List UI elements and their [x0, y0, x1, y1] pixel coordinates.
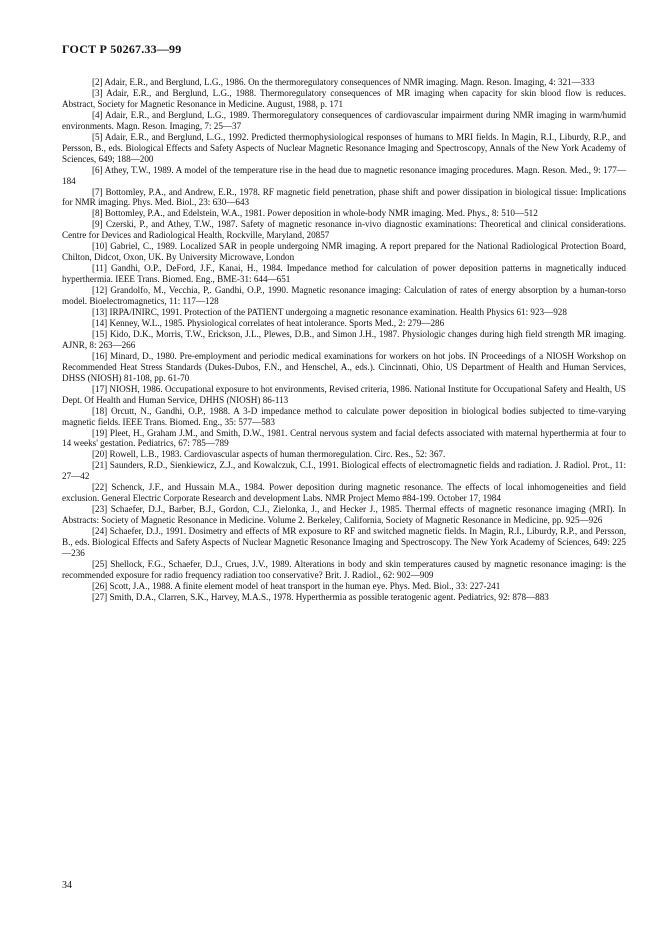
reference-item: [13] IRPA/INIRC, 1991. Protection of the PATIENT undergoing a magnetic resonance examination. Health Physics 61: 923—928 — [92, 307, 567, 318]
reference-item: [15] Kido, D.K., Morris, T.W., Erickson, J.L., Plewes, D.B., and Simon J.H., 1987. Physiologic changes during high field strength MR imaging. AJNR, 8: 263—266 — [62, 328, 626, 350]
reference-item: [7] Bottomley, P.A., and Andrew, E.R., 1978. RF magnetic field penetration, phase shift and power dissipation in biological tissue: Implications for NMR imaging. Phys. Med. Biol., 23: 630—643 — [62, 186, 626, 208]
reference-item: [18] Orcutt, N., Gandhi, O.P., 1988. A 3-D impedance method to calculate power deposition in biological bodies subjected to time-varying magnetic fields. IEEE Trans. Biomed. Eng., 35: 577—583 — [62, 405, 626, 427]
reference-item: [14] Kenney, W.L., 1985. Physiological correlates of heat intolerance. Sports Med., 2: 279—286 — [92, 317, 445, 328]
page-number: 34 — [62, 880, 72, 891]
reference-item: [2] Adair, E.R., and Berglund, L.G., 1986. On the thermoregulatory consequences of NMR imaging. Magn. Reson. Imaging, 4: 321—333 — [92, 77, 595, 87]
reference-item: [9] Czerski, P., and Athey, T.W., 1987. Safety of magnetic resonance in-vivo diagnostic examinations: Theoretical and clinical considerations. Centre for Devices and Radiological Health, Rockville, Maryland, 20857 — [62, 219, 626, 241]
reference-item: [5] Adair, E.R., and Berglund, L.G., 1992. Predicted thermophysiological responses of humans to MRI fields. In Magin, R.I., Liburdy, R.P., and Persson, B., eds. Biological Effects and Safety Aspects of Nuclear Magnetic Resonance Imaging and Spectroscopy, Annals of the New York Academy of Sciences, 649; 188—200 — [62, 131, 626, 164]
reference-item: [20] Rowell, L.B., 1983. Cardiovascular aspects of human thermoregulation. Circ. Res., 52: 367. — [92, 449, 446, 460]
reference-item: [11] Gandhi, O.P., DeFord, J.F., Kanai, H., 1984. Impedance method for calculation of power deposition patterns in magnetically induced hyperthermia. IEEE Trans. Biomed. Eng., BME-31: 644—651 — [62, 263, 626, 285]
reference-item: [27] Smith, D.A., Clarren, S.K., Harvey, M.A.S., 1978. Hyperthermia as possible teratogenic agent. Pediatrics, 92: 878—883 — [92, 591, 549, 602]
reference-item: [3] Adair, E.R., and Berglund, L.G., 1988. Thermoregulatory consequences of MR imaging when capacity for skin blood flow is reduces. Abstract, Society for Magnetic Resonance in Medicine. August, 1988, p. 171 — [62, 87, 626, 109]
reference-item: [10] Gabriel, C., 1989. Localized SAR in people undergoing NMR imaging. A report prepared for the National Radiological Protection Board, Chilton, Didcot, Oxon, UK. By University Microwave, London — [62, 241, 626, 263]
reference-item: [22] Schenck, J.F., and Hussain M.A., 1984. Power deposition during magnetic resonance. The effects of local inhomogeneities and field exclusion. General Electric Corporate Research and development Labs. NMR Project Memo #84-199. October 17, 1984 — [62, 482, 626, 504]
reference-list — [62, 77, 626, 603]
reference-item: [23] Schaefer, D.J., Barber, B.J., Gordon, C.J., Zielonka, J., and Hecker J., 1985. Thermal effects of magnetic resonance imaging (MRI). In Abstracts: Society of Magnetic Resonance in Medicine. Volume 2. Berkeley, California, Society of Magnetic Resonance in Medicine, pp. 925—926 — [62, 504, 626, 526]
reference-item: [25] Shellock, F.G., Schaefer, D.J., Crues, J.V., 1989. Alterations in body and skin temperatures caused by magnetic resonance imaging: is the recommended exposure for radio frequency radiation too conservative? Brit. J. Radiol., 62: 902—909 — [62, 558, 626, 580]
standard-header: ГОСТ Р 50267.33—99 — [62, 42, 182, 56]
reference-item: [8] Bottomley, P.A., and Edelstein, W.A., 1981. Power deposition in whole-body NMR imaging. Med. Phys., 8: 510—512 — [92, 208, 538, 219]
reference-item: [24] Schaefer, D.J., 1991. Dosimetry and effects of MR exposure to RF and switched magnetic fields. In Magin, R.I., Liburdy, R.P., and Persson, B., eds. Biological Effects and Safety Aspects of Nuclear Magnetic Resonance Imaging and Spectroscopy. The New York Academy of Sciences, 649: 225—236 — [62, 526, 626, 558]
reference-item: [19] Pleet, H., Graham J.M., and Smith, D.W., 1981. Central nervous system and facial defects associated with maternal hyperthermia at four to 14 weeks' gestation. Pediatrics, 67: 785—789 — [62, 427, 626, 449]
reference-item: [21] Saunders, R.D., Sienkiewicz, Z.J., and Kowalczuk, C.I., 1991. Biological effects of electromagnetic fields and radiation. J. Radiol. Prot., 11: 27—42 — [62, 460, 626, 482]
reference-item: [4] Adair, E.R., and Berglund, L.G., 1989. Thermoregulatory consequences of cardiovascular impairment during NMR imaging in warm/humid environments. Magn. Reson. Imaging, 7: 25—37 — [62, 109, 626, 131]
reference-item: [26] Scott, J.A., 1988. A finite element model of heat transport in the human eye. Phys. Med. Biol., 33: 227-241 — [92, 580, 501, 591]
reference-item: [6] Athey, T.W., 1989. A model of the temperature rise in the head due to magnetic resonance imaging procedures. Magn. Reson. Med., 9: 177—184 — [62, 164, 626, 186]
reference-item: [12] Grandolfo, M., Vecchia, P,. Gandhi, O.P., 1990. Magnetic resonance imaging: Calculation of rates of energy absorption by a human-torso model. Bioelectromagnetics, 11: 117—128 — [62, 285, 626, 307]
reference-item: [16] Minard, D., 1980. Pre-employment and periodic medical examinations for workers on hot jobs. IN Proceedings of a NIOSH Workshop on Recommended Heat Stress Standards (Dukes-Dubos, F.N., and Henschel, A., eds.). Cincinnati, Ohio, US Department of Health and Human Services, DHSS (NIOSH) 81-108, pp. 61-70 — [62, 350, 626, 383]
reference-item: [17] NIOSH, 1986. Occupational exposure to hot environments, Revised criteria, 1986. National Institute for Occupational Safety and Health, US Dept. Of Health and Human Service, DHHS (NIOSH) 86-113 — [62, 383, 626, 405]
